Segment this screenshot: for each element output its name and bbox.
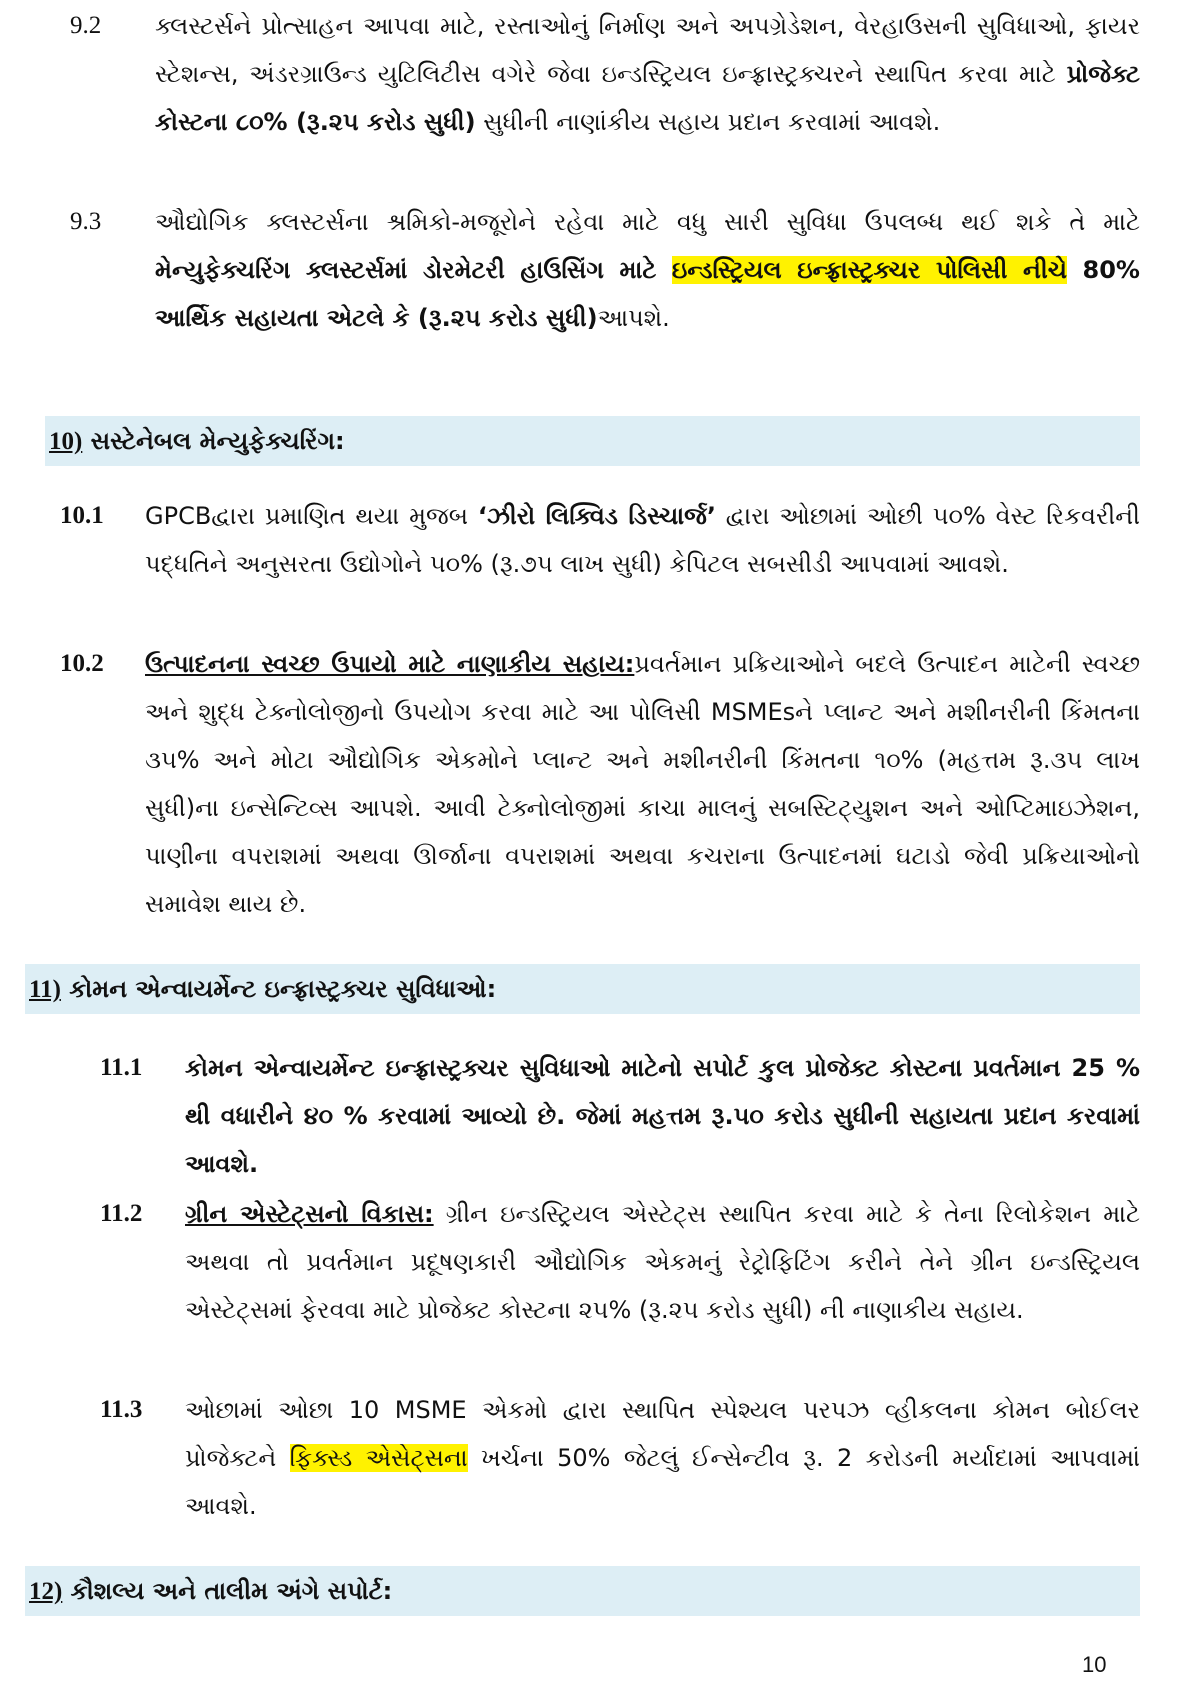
heading-number: 12) [29,1578,63,1605]
heading-title: કોમન એન્વાયર્મેન્ટ ઇન્ફ્રાસ્ટ્રક્ચર સુવિધાઓ: [60,975,497,1003]
heading-number: 11) [29,976,61,1003]
text: પ્રવર્તમાન પ્રક્રિયાઓને બદલે ઉત્પાદન માટેની સ્વચ્છ અને શુદ્ધ ટેક્નોલોજીનો ઉપયોગ કરવા માટે આ પોલિસી MSMEsને પ્લાન્ટ અને મશીનરીની કિંમતના ૩૫% અને મોટા ઔદ્યોગિક એકમોને પ્લાન્ટ અને મશીનરીની કિંમતના ૧૦% (મહત્તમ રૂ.૩૫ લાખ સુધી)ના ઇન્સેન્ટિવ્સ આપશે. આવી ટેક્નોલોજીમાં કાચા માલનું સબસ્ટિટ્યુશન અને ઓપ્ટિમાઇઝેશન, પાણીના વપરાશમાં અથવા ઊર્જાના વપરાશમાં અથવા કચરાના ઉત્પાદનમાં ઘટાડો જેવી પ્રક્રિયાઓનો સમાવેશ થાય છે. [145,650,1140,918]
bold-text: મેન્યુફેક્ચરિંગ ક્લસ્ટર્સમાં ડોરમેટરી હાઉસિંગ માટે [155,256,672,284]
paragraph-10-1 [145,492,1140,588]
heading-title: કૌશલ્ય અને તાલીમ અંગે સપોર્ટ: [62,1577,393,1605]
bold-text: 80% આર્થિક સહાયતા એટલે કે (રૂ.૨૫ કરોડ સુધી) [155,256,1140,332]
paragraph-11-3 [185,1386,1140,1530]
section-heading-11 [25,964,1140,1014]
page-number: 10 [1082,1652,1107,1677]
text: GPCBદ્વારા પ્રમાણિત થયા મુજબ [145,502,478,530]
paragraph-9-2 [155,2,1140,146]
section-heading-12 [25,1566,1140,1616]
heading-label [29,1566,392,1617]
heading-title: સસ્ટેનેબલ મેન્યુફેક્ચરિંગ: [82,427,345,455]
paragraph-9-3 [155,198,1140,342]
subsection-title: ઉત્પાદનના સ્વચ્છ ઉપાયો માટે નાણાકીય સહાય: [145,650,635,678]
item-number-9-2: 9.2 [70,12,102,39]
text: ઔદ્યોગિક ક્લસ્ટર્સના શ્રમિકો-મજૂરોને રહેવા માટે વધુ સારી સુવિધા ઉપલબ્ધ થઈ શકે તે માટે [155,208,1140,236]
item-number-11-1: 11.1 [100,1054,143,1081]
text: ગ્રીન ઇન્ડસ્ટ્રિયલ એસ્ટેટ્સ સ્થાપિત કરવા માટે કે તેના રિલોકેશન માટે અથવા તો પ્રવર્તમાન પ્રદૂષણકારી ઔદ્યોગિક એકમનું રેટ્રોફિટિંગ કરીને તેને ગ્રીન ઇન્ડસ્ટ્રિયલ એસ્ટેટ્સમાં ફેરવવા માટે પ્રોજેક્ટ કોસ્ટના ૨૫% (રૂ.૨૫ કરોડ સુધી) ની નાણાકીય સહાય. [185,1200,1140,1324]
paragraph-10-2 [145,640,1140,928]
heading-label [49,416,345,467]
text: ઓછામાં ઓછા 10 MSME એકમો દ્વારા સ્થાપિત સ્પેશ્યલ પરપઝ વ્હીકલના કોમન બોઈલર પ્રોજેક્ટને [185,1396,1140,1472]
item-number-10-1: 10.1 [60,502,104,529]
highlighted-text: ફિક્સ્ડ એસેટ્સના [289,1444,468,1472]
text: સુધીની નાણાંકીય સહાય પ્રદાન કરવામાં આવશે. [475,108,941,136]
item-number-10-2: 10.2 [60,650,104,677]
bold-text: કોમન એન્વાયર્મેન્ટ ઇન્ફ્રાસ્ટ્રક્ચર સુવિધાઓ માટેનો સપોર્ટ કુલ પ્રોજેક્ટ કોસ્ટના પ્રવર્તમાન 25 % થી વધારીને ૪૦ % કરવામાં આવ્યો છે. જેમાં મહત્તમ રૂ.૫૦ કરોડ સુધીની સહાયતા પ્રદાન કરવામાં આવશે. [185,1054,1140,1178]
text: ક્લસ્ટર્સને પ્રોત્સાહન આપવા માટે, રસ્તાઓનું નિર્માણ અને અપગ્રેડેશન, વેરહાઉસની સુવિધાઓ, ફાયર સ્ટેશન્સ, અંડરગ્રાઉન્ડ યુટિલિટીસ વગેરે જેવા ઇન્ડસ્ટ્રિયલ ઇન્ફ્રાસ્ટ્રક્ચરને સ્થાપિત કરવા માટે [155,12,1140,88]
bold-text: ‘ઝીરો લિક્વિડ ડિસ્ચાર્જ’ [477,502,716,530]
text: ખર્ચના 50% જેટલું ઈન્સેન્ટીવ રૂ. 2 કરોડની મર્યાદામાં આપવામાં આવશે. [185,1444,1140,1520]
item-number-11-2: 11.2 [100,1200,143,1227]
text: આપશે. [597,304,670,332]
text: દ્વારા ઓછામાં ઓછી ૫૦% વેસ્ટ રિકવરીની પદ્ધતિને અનુસરતા ઉદ્યોગોને ૫૦% (રૂ.૭૫ લાખ સુધી) કેપિટલ સબસીડી આપવામાં આવશે. [145,502,1140,578]
heading-number: 10) [49,428,83,455]
subsection-title: ગ્રીન એસ્ટેટ્સનો વિકાસ: [185,1200,434,1228]
heading-label [29,964,496,1015]
paragraph-11-2 [185,1190,1140,1334]
item-number-9-3: 9.3 [70,208,102,235]
paragraph-11-1 [185,1044,1140,1188]
section-heading-10 [45,416,1140,466]
item-number-11-3: 11.3 [100,1396,143,1423]
highlighted-text: ઇન્ડસ્ટ્રિયલ ઇન્ફ્રાસ્ટ્રક્ચર પોલિસી નીચે [671,256,1067,284]
bold-text: પ્રોજેક્ટ કોસ્ટના ૮૦% (રૂ.૨૫ કરોડ સુધી) [155,60,1140,136]
